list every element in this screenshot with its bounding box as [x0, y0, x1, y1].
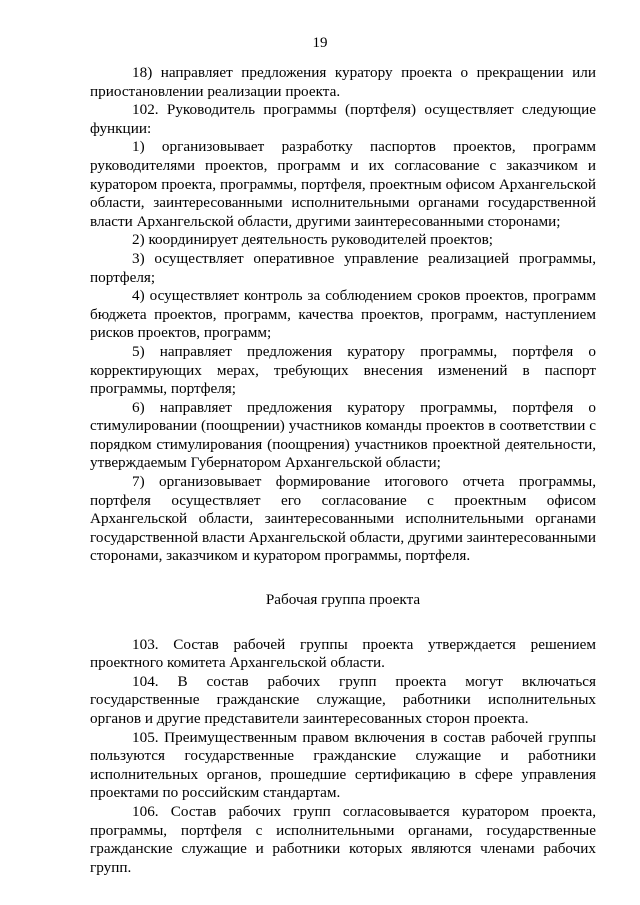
paragraph-102: 102. Руководитель программы (портфеля) осуществляет следующие функции:	[90, 101, 596, 137]
function-item-4: 4) осуществляет контроль за соблюдением сроков проектов, программ бюджета проектов, программ, качества проектов, программ, наступлением рисков проектов, программ;	[90, 287, 596, 342]
function-item-5: 5) направляет предложения куратору программы, портфеля о корректирующих мерах, требующих внесения изменений в паспорт программы, портфеля;	[90, 342, 596, 398]
paragraph-103: 103. Состав рабочей группы проекта утверждается решением проектного комитета Архангельской области.	[90, 635, 596, 672]
page-number: 19	[312, 35, 328, 51]
function-item-3: 3) осуществляет оперативное управление реализацией программы, портфеля;	[90, 249, 596, 286]
function-item-6: 6) направляет предложения куратору программы, портфеля о стимулировании (поощрении) участников команды проектов в соответствии с порядком стимулирования (поощрения) участников проектной деятельности, утверждаемым Губернатором Архангельской области;	[90, 398, 596, 472]
function-item-7: 7) организовывает формирование итогового отчета программы, портфеля осуществляет его согласование с проектным офисом Архангельской области, заинтересованными исполнительными органами государственной власти Архангельской области, другими заинтересованными сторонами, заказчиком и куратором программы, портфеля.	[90, 473, 596, 565]
section-heading: Рабочая группа проекта	[265, 591, 421, 609]
paragraph-item-18: 18) направляет предложения куратору проекта о прекращении или приостановлении реализации проекта.	[90, 64, 596, 100]
paragraph-106: 106. Состав рабочих групп согласовывается куратором проекта, программы, портфеля с исполнительными органами, государственные гражданские служащие и работники которых являются членами рабочих групп.	[90, 802, 596, 876]
paragraph-105: 105. Преимущественным правом включения в состав рабочей группы пользуются государственные гражданские служащие и работники исполнительных органов, прошедшие сертификацию в сфере управления проектами по российским стандартам.	[90, 728, 596, 802]
function-item-1: 1) организовывает разработку паспортов проектов, программ руководителями проектов, программ и их согласование с заказчиком и куратором проекта, программы, портфеля, проектным офисом Архангельской области, заинтересованными исполнительными органами государственной власти Архангельской области, другими заинтересованными сторонами;	[90, 138, 596, 230]
document-body	[90, 64, 596, 877]
paragraph-104: 104. В состав рабочих групп проекта могут включаться государственные гражданские служащие, работники исполнительных органов и другие представители заинтересованных сторон проекта.	[90, 672, 596, 727]
function-item-2: 2) координирует деятельность руководителей проектов;	[132, 231, 493, 249]
